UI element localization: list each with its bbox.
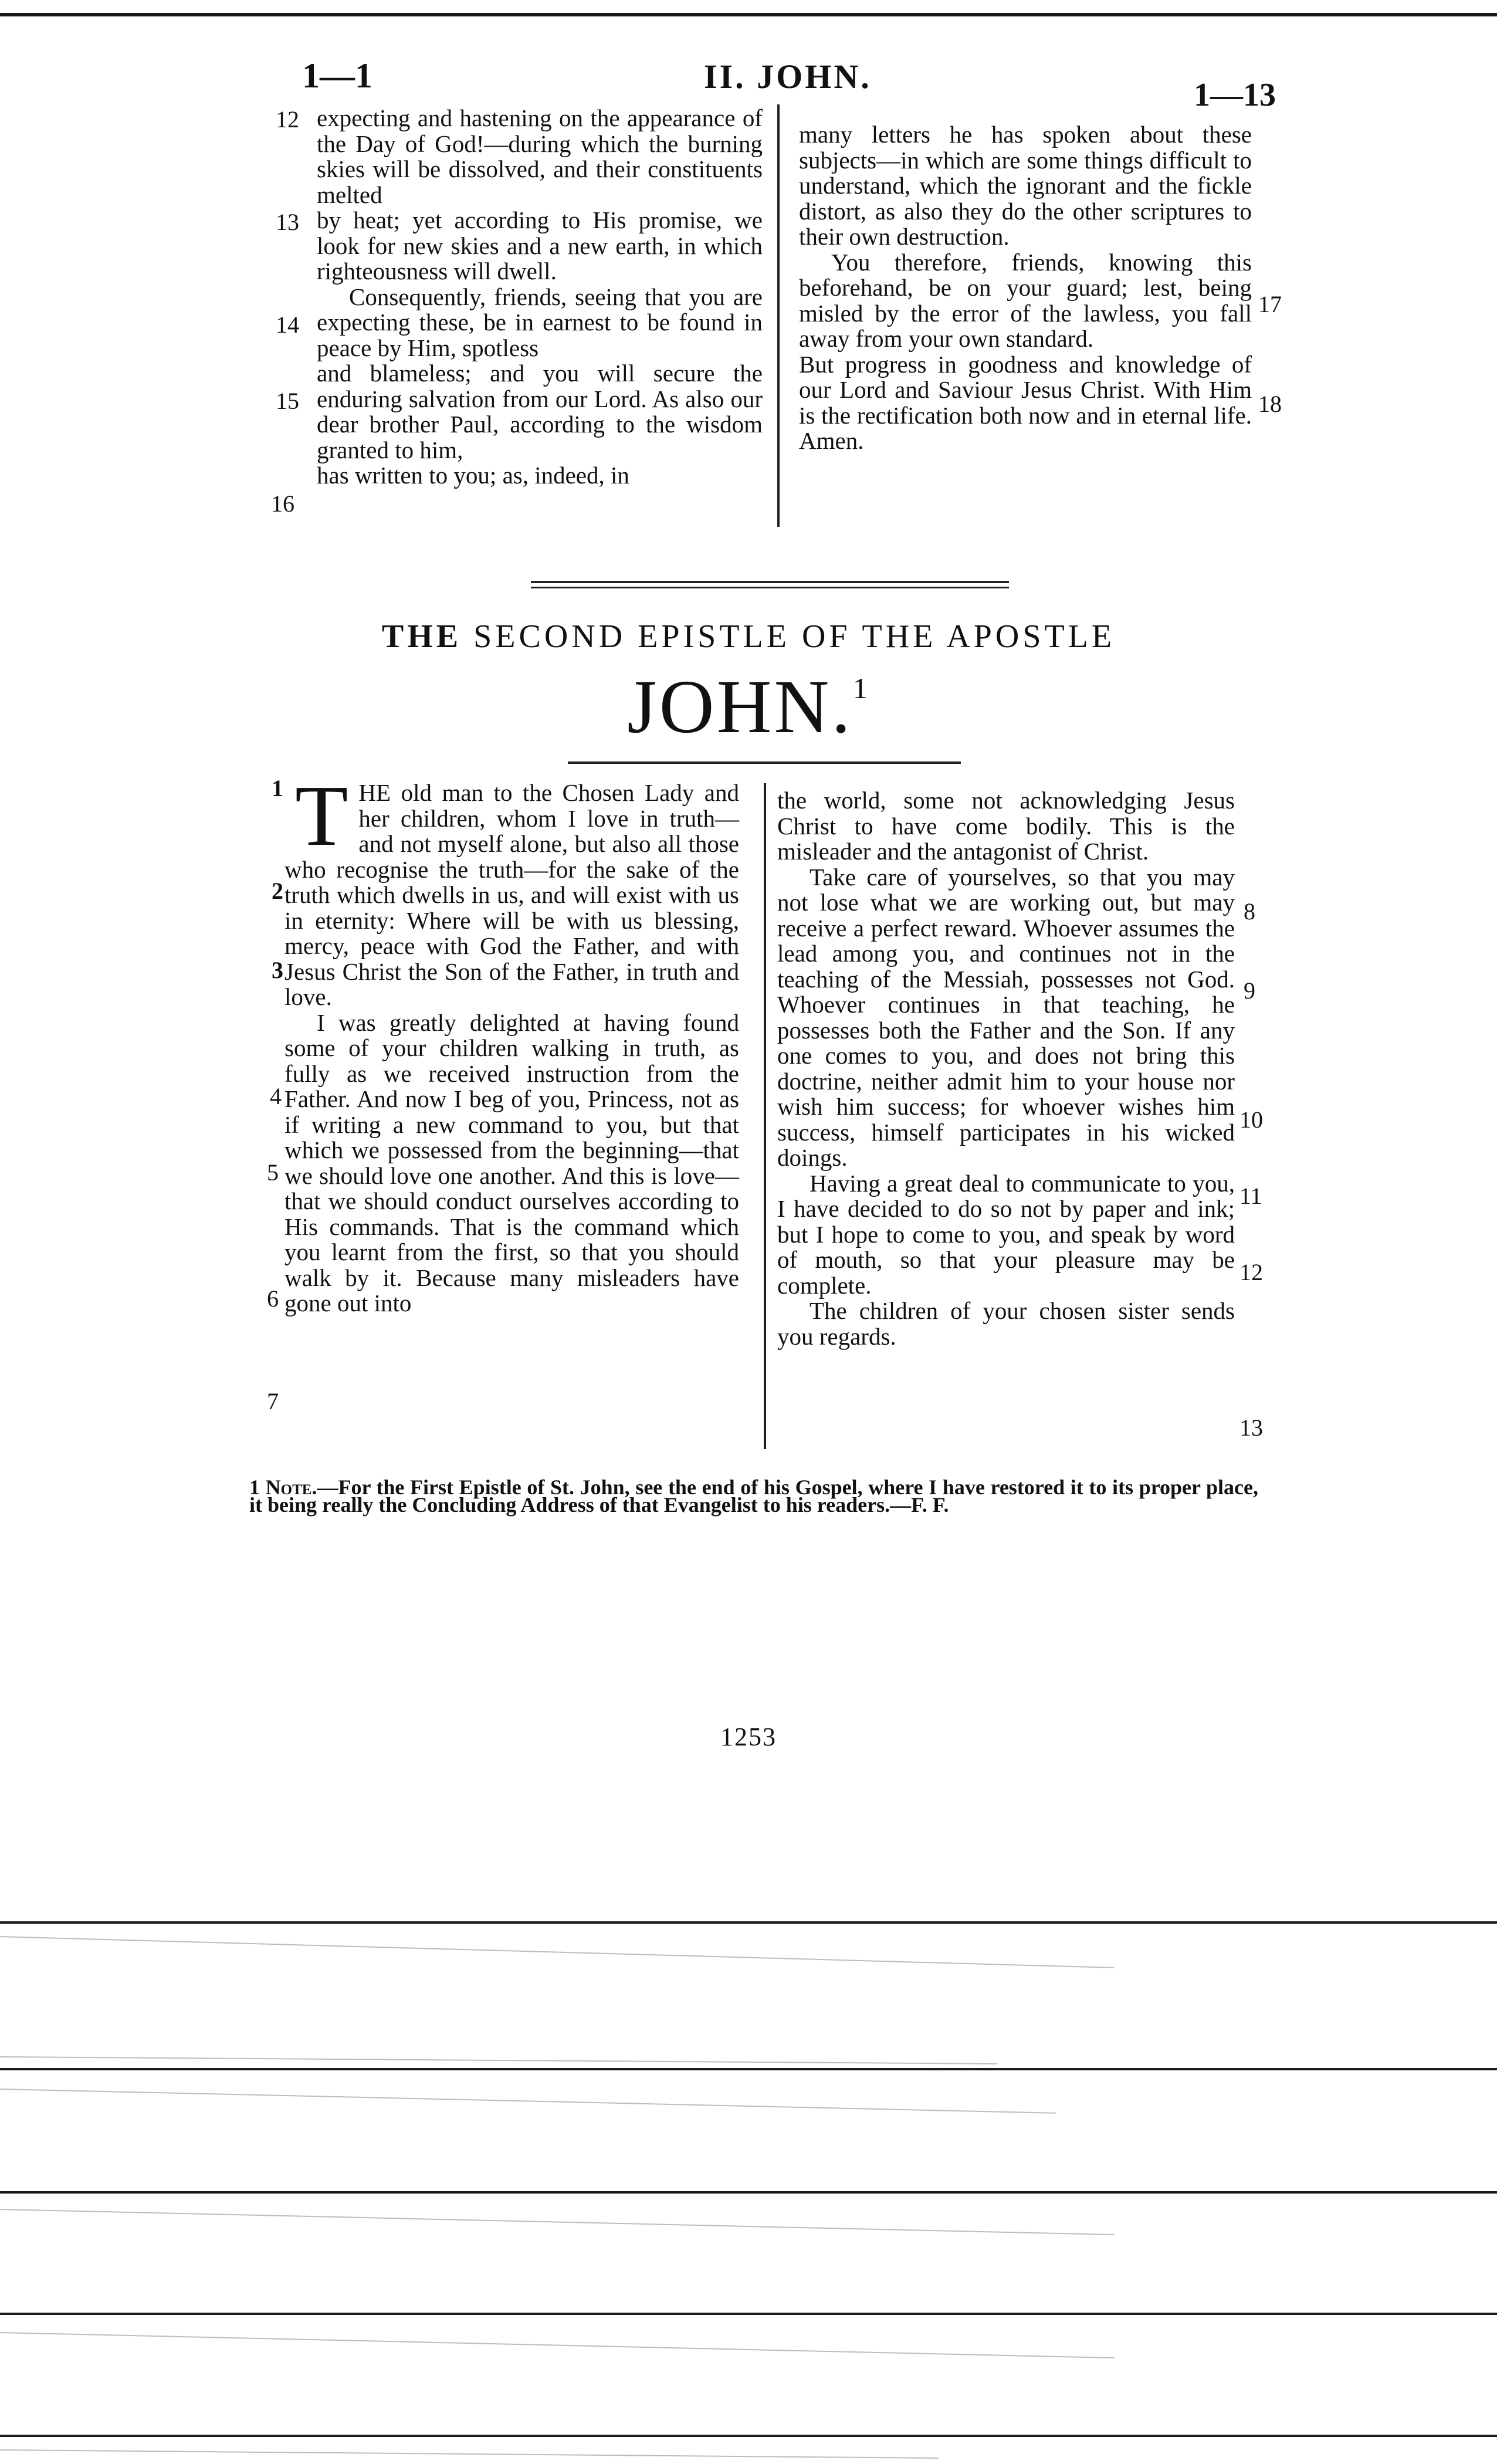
header-left-verse-range: 1—1 bbox=[302, 56, 372, 95]
section-rule bbox=[531, 587, 1009, 588]
john-column-right bbox=[777, 788, 1235, 1349]
verses-8-11: Take care of yourselves, so that you may not lose what we are working out, but may receive a perfect reward. Whoever assumes the lead among you, and continues not in the teaching of the Messiah, possesses not God. Whoever continues in that teaching, he possesses both the Father and the Son. If any one comes to you, and does not bring this doctrine, neither admit him to your house nor wish him success; for whoever wishes him success, himself participates in his wicked doings. bbox=[777, 863, 1235, 1171]
verse-number: 5 bbox=[267, 1159, 279, 1186]
title-rule bbox=[568, 761, 961, 764]
verse-number: 11 bbox=[1239, 1183, 1262, 1209]
epistle-subtitle: THE SECOND EPISTLE OF THE APOSTLE bbox=[381, 618, 1116, 655]
verse-7-cont: the world, some not acknowledging Jesus Christ to have come bodily. This is the misleader and the antagonist of Christ. bbox=[777, 787, 1235, 865]
section-rule bbox=[531, 581, 1009, 583]
epistle-title: JOHN.$^1$ bbox=[627, 665, 870, 749]
verse-number: 12 bbox=[1239, 1259, 1263, 1285]
header-book-title: II. JOHN. bbox=[704, 57, 872, 96]
footnote-label: Note. bbox=[265, 1475, 317, 1499]
page-number: 1253 bbox=[720, 1722, 777, 1751]
footnote-marker: 1 bbox=[852, 672, 870, 705]
verse-number: 16 bbox=[271, 490, 294, 517]
scan-line bbox=[0, 2313, 1497, 2315]
verse-number: 2 bbox=[272, 878, 283, 904]
verse-16: has written to you; as, indeed, in bbox=[317, 462, 629, 489]
verse-number: 4 bbox=[270, 1083, 282, 1109]
verse-number: 17 bbox=[1258, 291, 1282, 317]
verse-number: 13 bbox=[1239, 1414, 1263, 1441]
verse-number: 6 bbox=[267, 1285, 279, 1312]
top-rule bbox=[0, 13, 1497, 16]
verse-number: 3 bbox=[272, 957, 283, 983]
scan-line bbox=[0, 1936, 1114, 1968]
scan-line bbox=[0, 2068, 1497, 2070]
drop-cap: T bbox=[295, 768, 348, 864]
verse-number: 7 bbox=[267, 1388, 279, 1414]
verse-18: But progress in goodness and knowledge of our Lord and Saviour Jesus Christ. With Him is the rectification both now and in eternal life. Amen. bbox=[799, 350, 1252, 454]
verse-number: 12 bbox=[276, 106, 299, 133]
scan-line bbox=[0, 2089, 1056, 2114]
scan-line bbox=[0, 2332, 1115, 2358]
verse-number: 13 bbox=[276, 209, 299, 235]
scan-line bbox=[0, 2056, 997, 2064]
column-divider bbox=[777, 104, 780, 527]
verse-16-cont: many letters he has spoken about these subjects—in which are some things difficult to understand, which the ignorant and the fickle distort, as also they do the other scriptures to their own destruction. bbox=[799, 121, 1252, 250]
scan-line bbox=[0, 2435, 1497, 2437]
verse-number: 9 bbox=[1244, 977, 1255, 1004]
scan-line bbox=[0, 2191, 1497, 2194]
john-column-left bbox=[285, 768, 740, 1316]
verse-15: and blameless; and you will secure the enduring salvation from our Lord. As also our dear brother Paul, according to the wisdom granted to him, bbox=[317, 360, 763, 463]
verse-number: 14 bbox=[276, 312, 299, 338]
verse-13: The children of your chosen sister sends you regards. bbox=[777, 1297, 1235, 1350]
verse-number: 10 bbox=[1239, 1106, 1263, 1133]
running-head bbox=[0, 56, 1497, 113]
scan-line bbox=[0, 2209, 1115, 2235]
column-divider bbox=[764, 783, 766, 1449]
footnote bbox=[249, 1475, 1258, 1517]
footnote-marker: 1 bbox=[249, 1475, 260, 1499]
scan-line bbox=[0, 1921, 1497, 1924]
verse-13: by heat; yet according to His promise, we look for new skies and a new earth, in which righteousness will dwell. bbox=[317, 207, 763, 285]
verse-14: Consequently, friends, seeing that you are expecting these, be in earnest to be found in peace by Him, spotless bbox=[317, 283, 763, 361]
prev-column-right bbox=[799, 122, 1252, 454]
scan-line bbox=[0, 2449, 939, 2459]
verse-12: Having a great deal to communicate to you, I have decided to do so not by paper and ink; but I hope to come to you, and speak by word of mouth, so that your pleasure may be complete. bbox=[777, 1169, 1235, 1299]
verse-17: You therefore, friends, knowing this beforehand, be on your guard; lest, being misled by the error of the lawless, you fall away from your own standard. bbox=[799, 248, 1252, 352]
verse-12: expecting and hastening on the appearance of the Day of God!—during which the burning skies will be dissolved, and their constituents melted bbox=[317, 104, 763, 208]
prev-column-left bbox=[317, 106, 763, 489]
verse-number: 8 bbox=[1244, 898, 1255, 925]
verse-number: 15 bbox=[276, 388, 299, 414]
verses-1-3: THE old man to the Chosen Lady and her children, whom I love in truth—and not myself alone, but also all those who recognise the truth—for the sake of the truth which dwells in us, and will exist with us in eternity: Where will be with us blessing, mercy, peace with God the Father, and with Jesus Christ the Son of the Father, in truth and love. bbox=[285, 768, 740, 1010]
footnote-text: —For the First Epistle of St. John, see the end of his Gospel, where I have restored it to its proper place, it being really the Concluding Address of that Evangelist to his readers.—F. F. bbox=[249, 1475, 1258, 1517]
header-right-verse-range: 1—13 bbox=[1194, 77, 1276, 113]
verses-4-7: I was greatly delighted at having found some of your children walking in truth, as fully as we received instruction from the Father. And now I beg of you, Princess, not as if writing a new command to you, but that which we possessed from the beginning—that we should love one another. And this is love—that we should conduct ourselves according to His commands. That is the command which you learnt from the first, so that you should walk by it. Because many misleaders have gone out into bbox=[285, 1008, 739, 1316]
verse-number: 1 bbox=[272, 775, 283, 801]
verse-number: 18 bbox=[1258, 391, 1282, 417]
